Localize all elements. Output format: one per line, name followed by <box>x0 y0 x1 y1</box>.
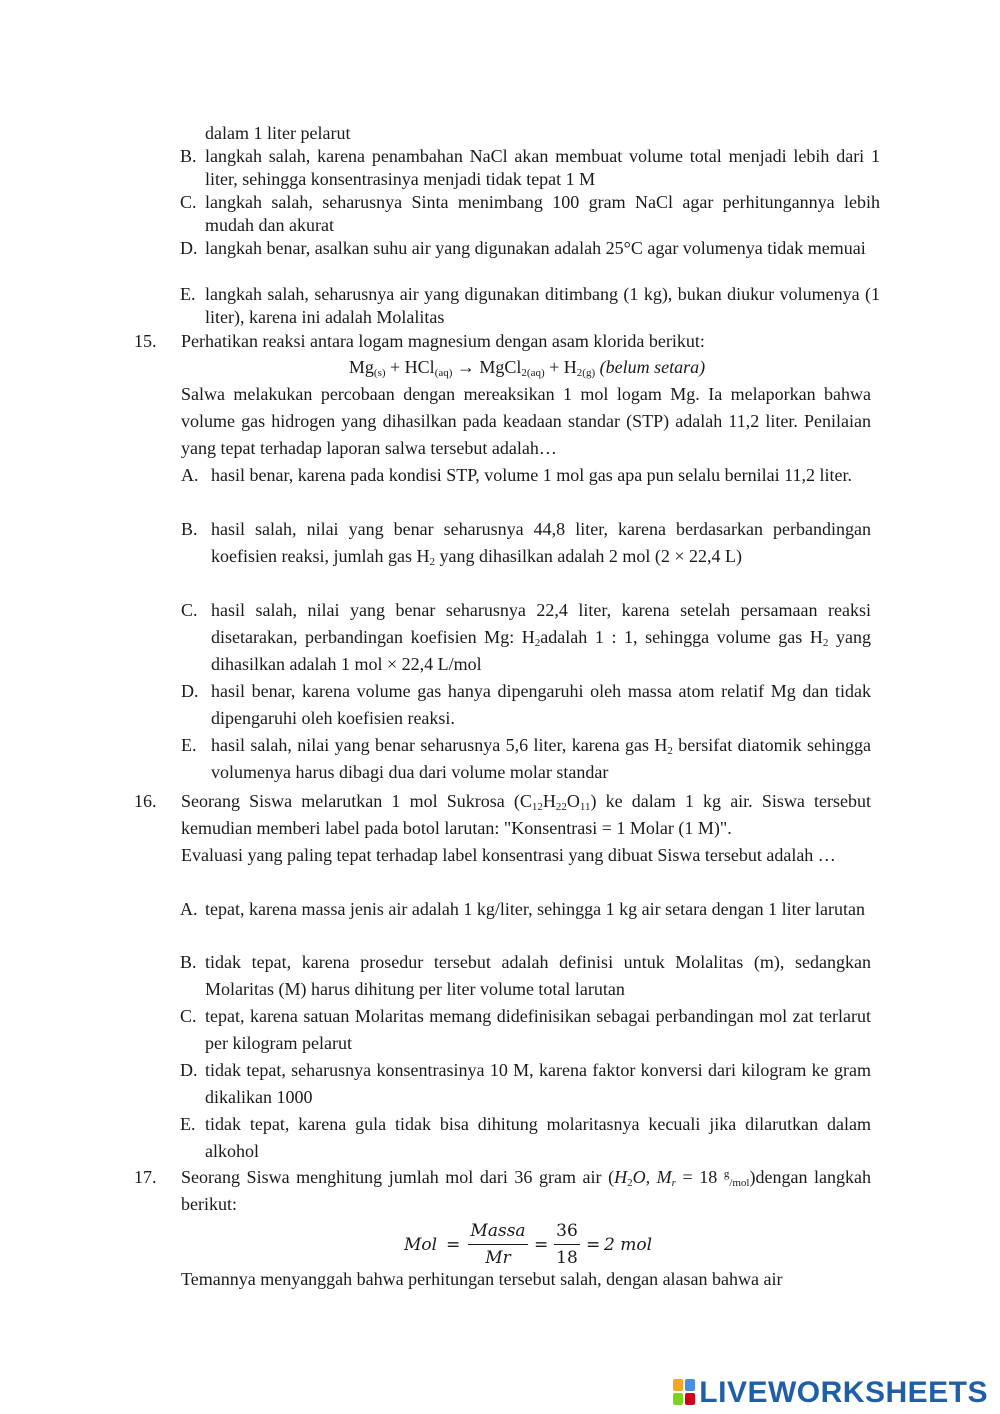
q15-option-c[interactable] <box>181 597 871 678</box>
option-text: hasil salah, nilai yang benar seharusnya 5,6 liter, karena gas $H_2$ bersifat diatomik sehingga volumenya harus dibagi dua dari volume molar standar <box>211 735 871 782</box>
option-letter: A. <box>181 465 199 485</box>
equation-note: (belum setara) <box>599 357 706 377</box>
q16-stem: Seorang Siswa melarutkan 1 mol Sukrosa $(C_{12}H_{22}O_{11})$ ke dalam 1 kg air. Siswa tersebut kemudian memberi label pada botol larutan: "Konsentrasi = 1 Molar (1 M)". <box>181 791 871 838</box>
question-number-17: 17. <box>134 1167 157 1187</box>
option-letter: C. <box>181 600 198 620</box>
q15-reaction-equation: $Mg_{(s)} + HCl_{(aq)}$ → MgCl$_{2(aq)}$ + $H_{2(g)}$ (belum setara) <box>348 357 706 379</box>
q16-option-e[interactable] <box>180 1111 871 1165</box>
q16-option-b[interactable] <box>180 949 871 1003</box>
question-number-15: 15. <box>134 331 157 351</box>
option-text: hasil salah, nilai yang benar seharusnya 44,8 liter, karena berdasarkan perbandingan koefisien reaksi, jumlah gas $H_2$ yang dihasilkan adalah 2 mol (2 × 22,4 L) <box>211 519 871 568</box>
option-text: tidak tepat, karena prosedur tersebut adalah definisi untuk Molalitas (m), sedangkan Molaritas (M) harus dihitung per liter volume total larutan <box>205 952 871 999</box>
option-text: langkah salah, karena penambahan NaCl akan membuat volume total menjadi lebih dari 1 liter, sehingga konsentrasinya menjadi tidak tepat 1 M <box>205 146 880 189</box>
option-text: tidak tepat, seharusnya konsentrasinya 10 M, karena faktor konversi dari kilogram ke gram dikalikan 1000 <box>205 1060 871 1107</box>
q16-option-a[interactable] <box>180 896 871 923</box>
q14-option-c[interactable] <box>180 191 880 237</box>
option-letter: E. <box>180 1114 196 1134</box>
option-text: tepat, karena massa jenis air adalah 1 kg/liter, sehingga 1 kg air setara dengan 1 liter larutan <box>205 899 866 919</box>
option-text: langkah salah, seharusnya air yang digunakan ditimbang (1 kg), bukan diukur volumenya (1 liter), karena ini adalah Molalitas <box>205 284 880 327</box>
option-letter: E. <box>181 735 197 755</box>
q14-option-a-continuation: dalam 1 liter pelarut <box>205 123 351 143</box>
option-letter: B. <box>180 952 197 972</box>
option-letter: B. <box>180 146 197 166</box>
q15-option-a[interactable] <box>181 462 871 489</box>
option-text: hasil benar, karena pada kondisi STP, volume 1 mol gas apa pun selalu bernilai 11,2 liter. <box>211 465 852 485</box>
q15-body: Salwa melakukan percobaan dengan mereaksikan 1 mol logam Mg. Ia melaporkan bahwa volume gas hidrogen yang dihasilkan pada keadaan standar (STP) adalah 11,2 liter. Penilaian yang tepat terhadap laporan salwa tersebut adalah… <box>181 384 871 458</box>
liveworksheets-logo <box>673 1374 988 1410</box>
q15-stem: Perhatikan reaksi antara logam magnesium dengan asam klorida berikut: <box>181 331 705 351</box>
option-text: tepat, karena satuan Molaritas memang didefinisikan sebagai perbandingan mol zat terlarut per kilogram pelarut <box>205 1006 871 1053</box>
option-text: langkah benar, asalkan suhu air yang digunakan adalah 25°C agar volumenya tidak memuai <box>205 238 866 258</box>
q16-option-c[interactable] <box>180 1003 871 1057</box>
q17-formula: Mol = Massa Mr = 36 18 = 2 mol <box>404 1221 653 1268</box>
q14-option-b[interactable] <box>180 145 880 191</box>
q15-option-d[interactable] <box>181 678 871 732</box>
q17-continuation: Temannya menyanggah bahwa perhitungan tersebut salah, dengan alasan bahwa air <box>181 1269 783 1289</box>
logo-mark-icon <box>673 1379 695 1405</box>
option-letter: D. <box>180 1060 198 1080</box>
option-letter: D. <box>181 681 199 701</box>
q16-option-d[interactable] <box>180 1057 871 1111</box>
q15-option-e[interactable] <box>181 732 871 786</box>
q16-body: Evaluasi yang paling tepat terhadap label konsentrasi yang dibuat Siswa tersebut adalah … <box>181 845 836 865</box>
option-letter: A. <box>180 899 198 919</box>
option-letter: C. <box>180 192 197 212</box>
question-number-16: 16. <box>134 791 157 811</box>
q14-option-e[interactable] <box>180 283 880 329</box>
option-text: tidak tepat, karena gula tidak bisa dihitung molaritasnya kecuali jika dilarutkan dalam alkohol <box>205 1114 871 1161</box>
option-letter: B. <box>181 519 198 539</box>
option-text: langkah salah, seharusnya Sinta menimbang 100 gram NaCl agar perhitungannya lebih mudah dan akurat <box>205 192 880 235</box>
option-letter: D. <box>180 238 198 258</box>
q17-stem: Seorang Siswa menghitung jumlah mol dari 36 gram air ($H_2O$, $M_r = 18$ $^g_{/mol}$)dengan langkah berikut: <box>181 1167 872 1214</box>
q15-option-b[interactable] <box>181 516 871 570</box>
logo-text: LIVEWORKSHEETS <box>699 1375 988 1409</box>
option-text: hasil benar, karena volume gas hanya dipengaruhi oleh massa atom relatif Mg dan tidak dipengaruhi oleh koefisien reaksi. <box>211 681 871 728</box>
option-letter: E. <box>180 284 196 304</box>
q14-option-d[interactable] <box>180 237 880 260</box>
option-letter: C. <box>180 1006 197 1026</box>
option-text: hasil salah, nilai yang benar seharusnya 22,4 liter, karena setelah persamaan reaksi disetarakan, perbandingan koefisien Mg: $H_2adalah$ 1 : 1, sehingga volume gas $H_2$ yang dihasilkan adalah 1 mol × 22,4 L/mol <box>211 600 871 674</box>
